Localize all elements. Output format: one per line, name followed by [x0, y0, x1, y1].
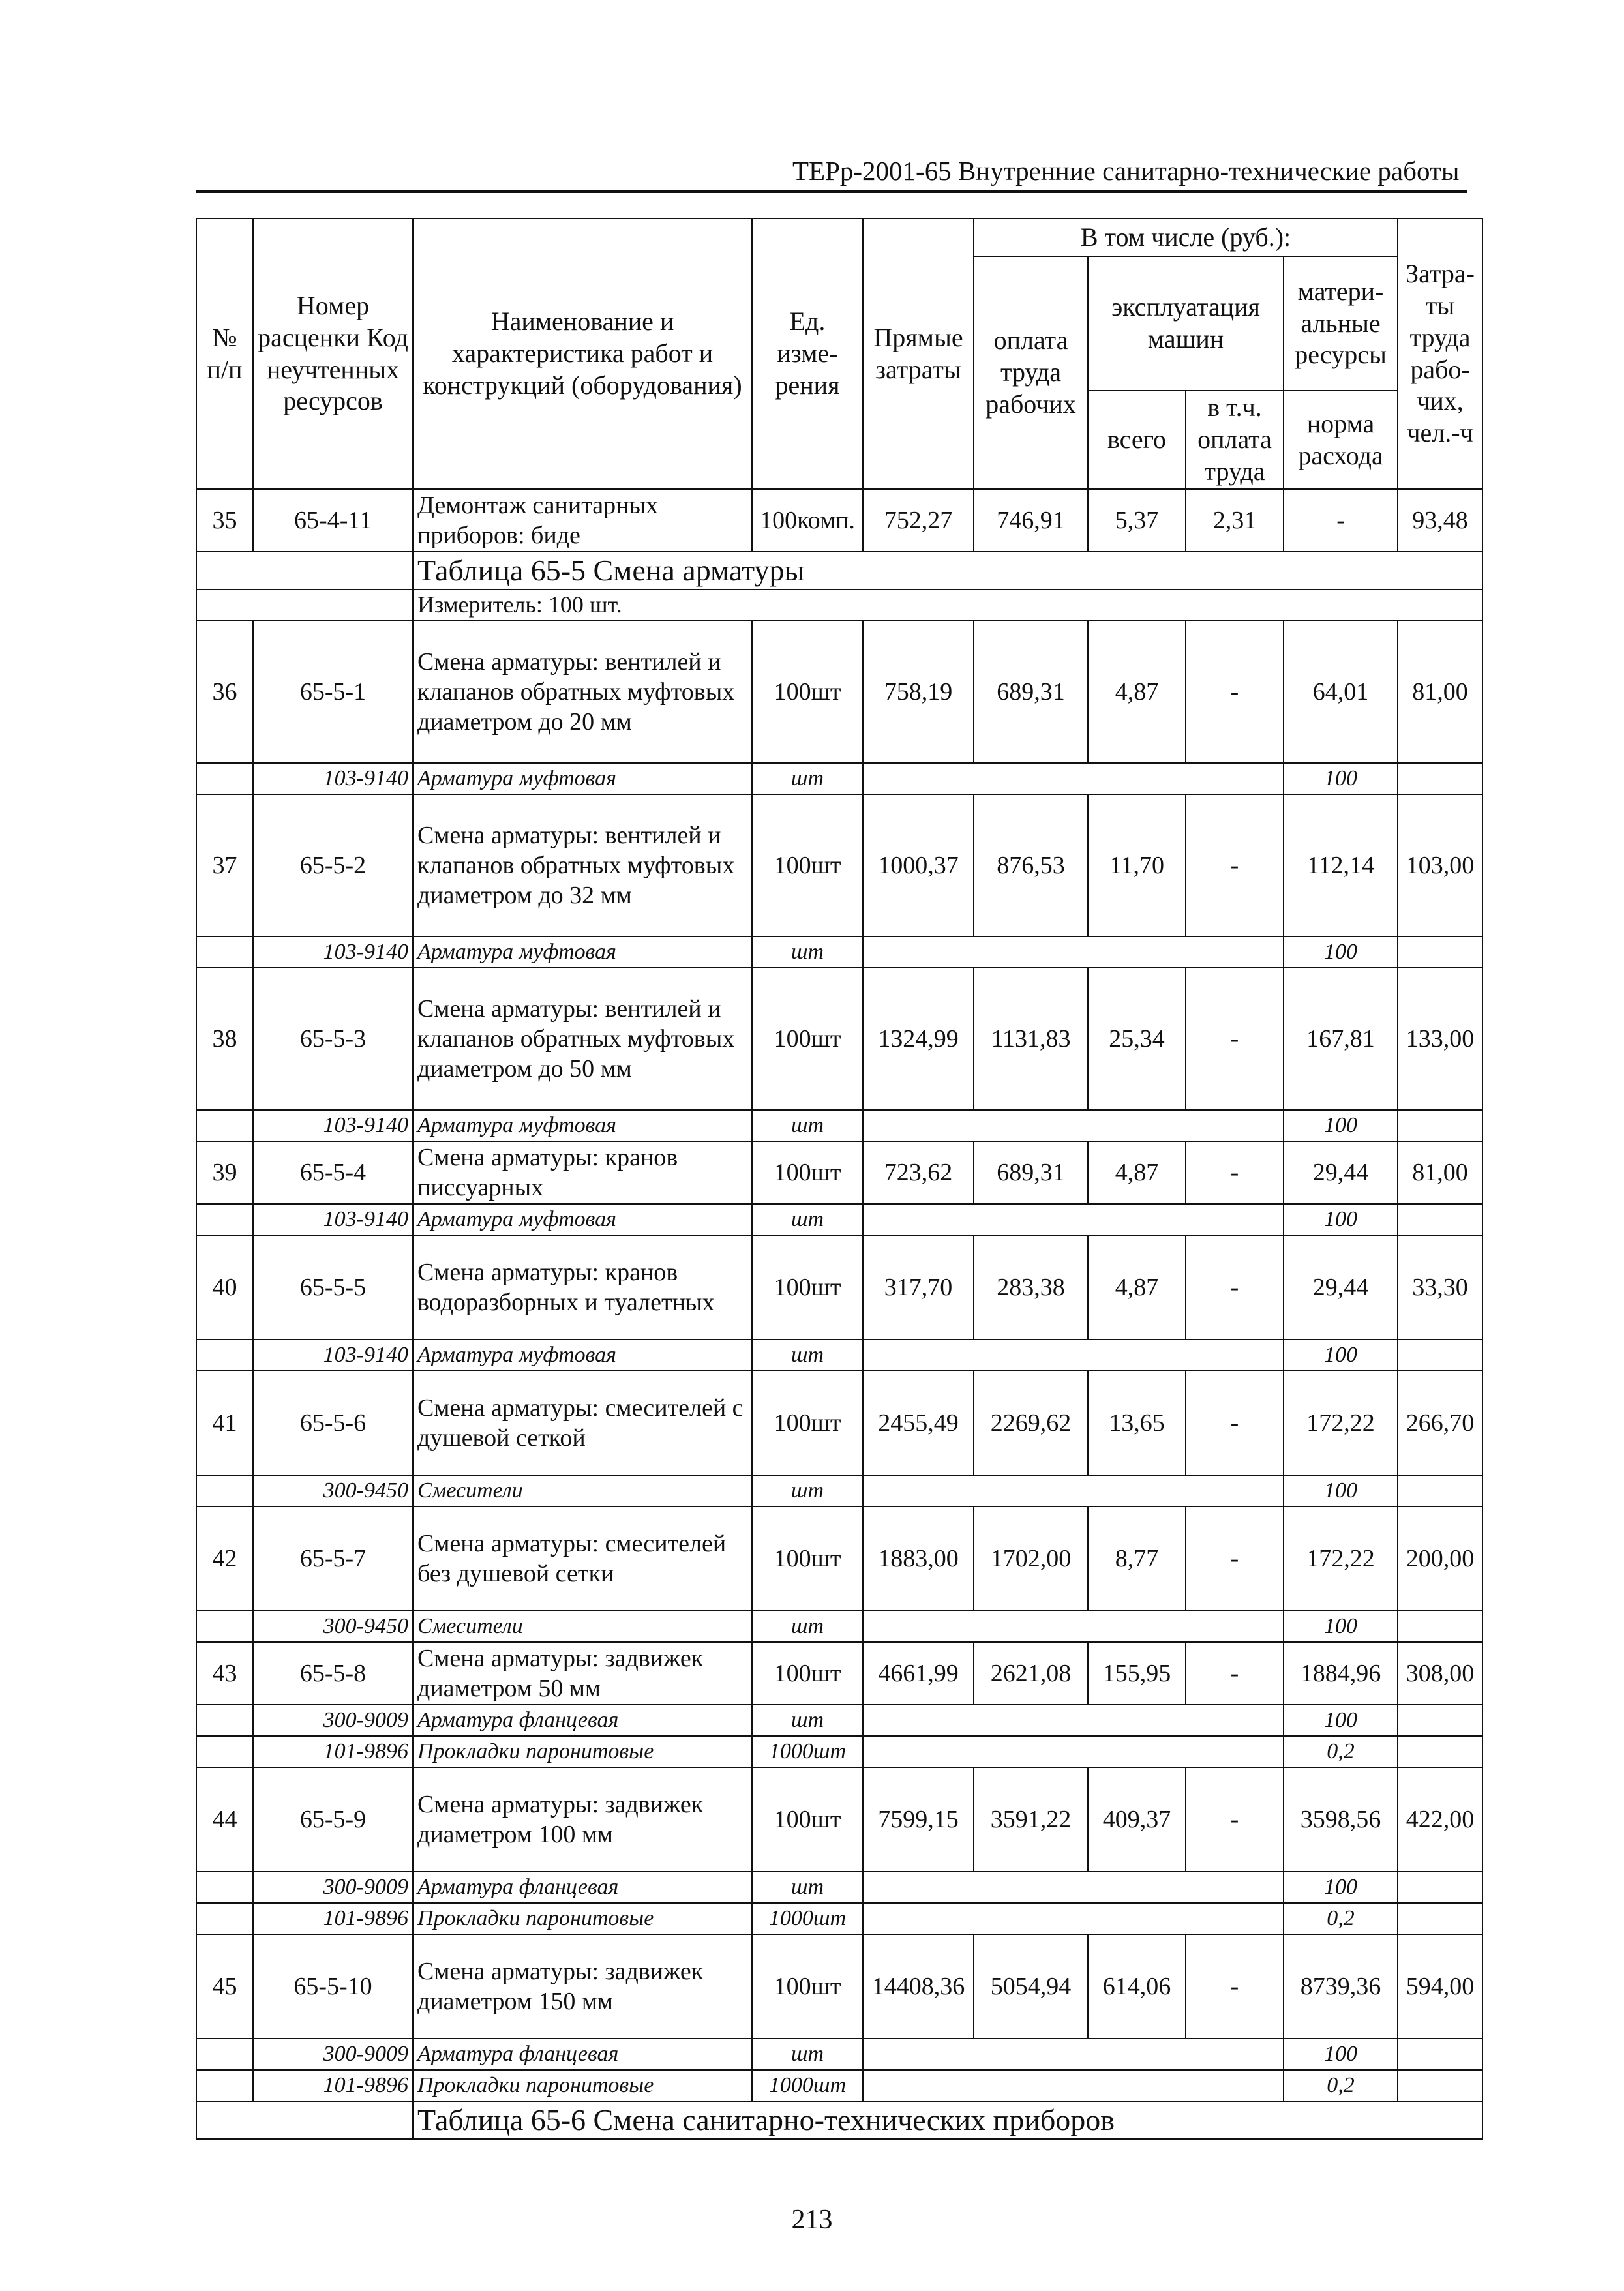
row-code: 65-4-11	[253, 489, 413, 552]
resource-norm: 100	[1284, 1705, 1398, 1736]
row-code: 65-5-4	[253, 1141, 413, 1204]
resource-code: 300-9009	[253, 2039, 413, 2070]
table-row	[196, 1371, 1482, 1475]
row-direct: 758,19	[863, 621, 974, 763]
row-unit: 100шт	[752, 968, 863, 1110]
resource-labor-blank	[1398, 1872, 1482, 1903]
row-unit: 100шт	[752, 621, 863, 763]
resource-row	[196, 1340, 1482, 1371]
row-code: 65-5-2	[253, 794, 413, 936]
row-num: 36	[196, 621, 253, 763]
row-num: 42	[196, 1506, 253, 1611]
resource-norm: 0,2	[1284, 1903, 1398, 1934]
row-machine-labor: -	[1186, 1371, 1284, 1475]
row-name: Смена арматуры: задвижек диаметром 150 мм	[413, 1934, 752, 2039]
resource-norm: 100	[1284, 936, 1398, 968]
resource-blank	[863, 936, 1284, 968]
resource-empty	[196, 1903, 253, 1934]
row-direct: 317,70	[863, 1235, 974, 1340]
row-materials: 112,14	[1284, 794, 1398, 936]
row-num: 41	[196, 1371, 253, 1475]
row-direct: 1000,37	[863, 794, 974, 936]
row-labor-cost: 81,00	[1398, 1141, 1482, 1204]
row-unit: 100шт	[752, 1642, 863, 1705]
row-materials: 29,44	[1284, 1141, 1398, 1204]
row-name: Смена арматуры: кранов писсуарных	[413, 1141, 752, 1204]
row-labor-cost: 93,48	[1398, 489, 1482, 552]
row-labor-cost: 133,00	[1398, 968, 1482, 1110]
resource-code: 300-9450	[253, 1611, 413, 1642]
resource-blank	[863, 2039, 1284, 2070]
row-unit: 100шт	[752, 1934, 863, 2039]
table-row	[196, 1141, 1482, 1204]
row-labor-pay: 283,38	[974, 1235, 1088, 1340]
table-row	[196, 489, 1482, 552]
resource-labor-blank	[1398, 763, 1482, 794]
resource-labor-blank	[1398, 1736, 1482, 1767]
resource-code: 300-9009	[253, 1705, 413, 1736]
row-machine-labor: -	[1186, 1642, 1284, 1705]
row-labor-cost: 33,30	[1398, 1235, 1482, 1340]
row-num: 38	[196, 968, 253, 1110]
row-labor-pay: 689,31	[974, 621, 1088, 763]
row-materials: 167,81	[1284, 968, 1398, 1110]
row-machine-total: 409,37	[1088, 1767, 1186, 1872]
rates-table	[196, 218, 1483, 2140]
row-labor-pay: 1702,00	[974, 1506, 1088, 1611]
row-code: 65-5-10	[253, 1934, 413, 2039]
resource-name: Арматура фланцевая	[413, 1705, 752, 1736]
row-machine-labor: -	[1186, 1141, 1284, 1204]
resource-code: 103-9140	[253, 763, 413, 794]
row-direct: 14408,36	[863, 1934, 974, 2039]
row-labor-pay: 2621,08	[974, 1642, 1088, 1705]
row-num: 37	[196, 794, 253, 936]
resource-empty	[196, 1611, 253, 1642]
row-code: 65-5-1	[253, 621, 413, 763]
resource-row	[196, 1903, 1482, 1934]
row-machine-total: 8,77	[1088, 1506, 1186, 1611]
resource-norm: 100	[1284, 1872, 1398, 1903]
row-name: Смена арматуры: задвижек диаметром 50 мм	[413, 1642, 752, 1705]
resource-row	[196, 1872, 1482, 1903]
table5-title: Таблица 65-5 Смена арматуры	[413, 552, 1482, 590]
col-materials-header: матери-альные ресурсы	[1284, 256, 1398, 391]
col-machine-labor-header: в т.ч. оплата труда	[1186, 391, 1284, 489]
row-machine-labor: -	[1186, 1506, 1284, 1611]
row-code: 65-5-3	[253, 968, 413, 1110]
row-code: 65-5-8	[253, 1642, 413, 1705]
col-machine-header: эксплуатация машин	[1088, 256, 1284, 391]
resource-code: 300-9450	[253, 1475, 413, 1506]
resource-blank	[863, 763, 1284, 794]
resource-name: Прокладки паронитовые	[413, 1903, 752, 1934]
resource-labor-blank	[1398, 1110, 1482, 1141]
resource-row	[196, 1475, 1482, 1506]
table-row	[196, 794, 1482, 936]
row-name: Смена арматуры: вентилей и клапанов обратных муфтовых диаметром до 50 мм	[413, 968, 752, 1110]
row-direct: 4661,99	[863, 1642, 974, 1705]
row-labor-cost: 422,00	[1398, 1767, 1482, 1872]
resource-unit: шт	[752, 936, 863, 968]
row-materials: -	[1284, 489, 1398, 552]
resource-blank	[863, 1736, 1284, 1767]
col-labor-cost-header: Затра-ты труда рабо-чих, чел.-ч	[1398, 218, 1482, 489]
row-name: Смена арматуры: смесителей с душевой сеткой	[413, 1371, 752, 1475]
row-code: 65-5-6	[253, 1371, 413, 1475]
resource-blank	[863, 1872, 1284, 1903]
col-unit-header: Ед. изме-рения	[752, 218, 863, 489]
row-materials: 1884,96	[1284, 1642, 1398, 1705]
resource-empty	[196, 2070, 253, 2101]
resource-name: Арматура муфтовая	[413, 1340, 752, 1371]
resource-code: 101-9896	[253, 1903, 413, 1934]
row-num: 35	[196, 489, 253, 552]
row-materials: 8739,36	[1284, 1934, 1398, 2039]
resource-empty	[196, 936, 253, 968]
resource-labor-blank	[1398, 1204, 1482, 1235]
row-code: 65-5-5	[253, 1235, 413, 1340]
resource-row	[196, 2039, 1482, 2070]
row-direct: 752,27	[863, 489, 974, 552]
row-code: 65-5-7	[253, 1506, 413, 1611]
resource-labor-blank	[1398, 2070, 1482, 2101]
row-labor-pay: 3591,22	[974, 1767, 1088, 1872]
row-code: 65-5-9	[253, 1767, 413, 1872]
row-labor-pay: 1131,83	[974, 968, 1088, 1110]
row-materials: 172,22	[1284, 1371, 1398, 1475]
resource-empty	[196, 1736, 253, 1767]
row-unit: 100шт	[752, 1506, 863, 1611]
row-machine-total: 4,87	[1088, 1235, 1186, 1340]
table-row	[196, 1934, 1482, 2039]
resource-norm: 100	[1284, 1611, 1398, 1642]
resource-labor-blank	[1398, 1611, 1482, 1642]
row-labor-pay: 876,53	[974, 794, 1088, 936]
page-number: 213	[791, 2205, 833, 2235]
row-machine-labor: -	[1186, 968, 1284, 1110]
col-including-header: В том числе (руб.):	[974, 218, 1398, 256]
table-row	[196, 621, 1482, 763]
resource-blank	[863, 1611, 1284, 1642]
row-machine-labor: 2,31	[1186, 489, 1284, 552]
row-labor-cost: 103,00	[1398, 794, 1482, 936]
resource-norm: 100	[1284, 763, 1398, 794]
resource-unit: 1000шт	[752, 2070, 863, 2101]
row-machine-labor: -	[1186, 1934, 1284, 2039]
col-direct-header: Прямые затраты	[863, 218, 974, 489]
row-num: 44	[196, 1767, 253, 1872]
row-direct: 1883,00	[863, 1506, 974, 1611]
resource-code: 103-9140	[253, 1204, 413, 1235]
row-machine-labor: -	[1186, 621, 1284, 763]
row-materials: 64,01	[1284, 621, 1398, 763]
col-num-header: № п/п	[196, 218, 253, 489]
resource-name: Арматура муфтовая	[413, 1204, 752, 1235]
row-labor-cost: 200,00	[1398, 1506, 1482, 1611]
resource-labor-blank	[1398, 1475, 1482, 1506]
resource-name: Арматура муфтовая	[413, 1110, 752, 1141]
row-labor-pay: 746,91	[974, 489, 1088, 552]
resource-unit: шт	[752, 1611, 863, 1642]
resource-unit: 1000шт	[752, 1903, 863, 1934]
row-unit: 100шт	[752, 1235, 863, 1340]
resource-labor-blank	[1398, 1903, 1482, 1934]
resource-unit: шт	[752, 2039, 863, 2070]
resource-row	[196, 1736, 1482, 1767]
resource-empty	[196, 1475, 253, 1506]
resource-unit: 1000шт	[752, 1736, 863, 1767]
row-direct: 7599,15	[863, 1767, 974, 1872]
resource-blank	[863, 1705, 1284, 1736]
resource-row	[196, 1204, 1482, 1235]
header-rule	[196, 190, 1467, 193]
resource-blank	[863, 1903, 1284, 1934]
col-code-header: Номер расценки Код неучтенных ресурсов	[253, 218, 413, 489]
table5-measure: Измеритель: 100 шт.	[413, 590, 1482, 621]
row-name: Смена арматуры: кранов водоразборных и туалетных	[413, 1235, 752, 1340]
resource-code: 101-9896	[253, 2070, 413, 2101]
resource-empty	[196, 1204, 253, 1235]
resource-norm: 100	[1284, 1475, 1398, 1506]
table-row	[196, 968, 1482, 1110]
row-num: 45	[196, 1934, 253, 2039]
resource-unit: шт	[752, 763, 863, 794]
resource-row	[196, 1110, 1482, 1141]
resource-unit: шт	[752, 1204, 863, 1235]
row-num: 40	[196, 1235, 253, 1340]
resource-name: Смесители	[413, 1475, 752, 1506]
resource-empty	[196, 1705, 253, 1736]
resource-name: Арматура фланцевая	[413, 2039, 752, 2070]
resource-row	[196, 1705, 1482, 1736]
row-unit: 100шт	[752, 1371, 863, 1475]
resource-norm: 0,2	[1284, 2070, 1398, 2101]
resource-labor-blank	[1398, 936, 1482, 968]
row-unit: 100шт	[752, 1141, 863, 1204]
row-machine-total: 5,37	[1088, 489, 1186, 552]
row-machine-total: 4,87	[1088, 621, 1186, 763]
resource-norm: 100	[1284, 1340, 1398, 1371]
resource-unit: шт	[752, 1705, 863, 1736]
table-row	[196, 1642, 1482, 1705]
resource-unit: шт	[752, 1872, 863, 1903]
resource-row	[196, 1611, 1482, 1642]
resource-row	[196, 936, 1482, 968]
resource-name: Смесители	[413, 1611, 752, 1642]
resource-name: Арматура муфтовая	[413, 763, 752, 794]
row-num: 43	[196, 1642, 253, 1705]
row-name: Смена арматуры: вентилей и клапанов обратных муфтовых диаметром до 32 мм	[413, 794, 752, 936]
row-materials: 3598,56	[1284, 1767, 1398, 1872]
col-name-header: Наименование и характеристика работ и конструкций (оборудования)	[413, 218, 752, 489]
resource-blank	[863, 1340, 1284, 1371]
resource-unit: шт	[752, 1110, 863, 1141]
resource-labor-blank	[1398, 1340, 1482, 1371]
resource-norm: 100	[1284, 2039, 1398, 2070]
row-machine-total: 4,87	[1088, 1141, 1186, 1204]
resource-code: 101-9896	[253, 1736, 413, 1767]
resource-blank	[863, 1475, 1284, 1506]
resource-empty	[196, 1340, 253, 1371]
table-row	[196, 1235, 1482, 1340]
rate-rows	[196, 621, 1482, 2101]
row-labor-cost: 308,00	[1398, 1642, 1482, 1705]
row-machine-total: 614,06	[1088, 1934, 1186, 2039]
resource-empty	[196, 2039, 253, 2070]
row-labor-pay: 5054,94	[974, 1934, 1088, 2039]
row-name: Смена арматуры: смесителей без душевой сетки	[413, 1506, 752, 1611]
resource-blank	[863, 1110, 1284, 1141]
resource-row	[196, 2070, 1482, 2101]
row-direct: 723,62	[863, 1141, 974, 1204]
resource-blank	[863, 1204, 1284, 1235]
resource-row	[196, 763, 1482, 794]
row-unit: 100шт	[752, 1767, 863, 1872]
resource-labor-blank	[1398, 1705, 1482, 1736]
running-header: ТЕРр-2001-65 Внутренние санитарно-технические работы	[792, 156, 1460, 186]
resource-unit: шт	[752, 1475, 863, 1506]
row-machine-total: 155,95	[1088, 1642, 1186, 1705]
resource-code: 103-9140	[253, 936, 413, 968]
row-materials: 29,44	[1284, 1235, 1398, 1340]
row-machine-labor: -	[1186, 1235, 1284, 1340]
col-norm-header: норма расхода	[1284, 391, 1398, 489]
resource-code: 300-9009	[253, 1872, 413, 1903]
row-direct: 2455,49	[863, 1371, 974, 1475]
row-direct: 1324,99	[863, 968, 974, 1110]
row-labor-pay: 2269,62	[974, 1371, 1088, 1475]
resource-norm: 0,2	[1284, 1736, 1398, 1767]
resource-unit: шт	[752, 1340, 863, 1371]
row-machine-total: 25,34	[1088, 968, 1186, 1110]
resource-norm: 100	[1284, 1110, 1398, 1141]
row-labor-cost: 594,00	[1398, 1934, 1482, 2039]
row-materials: 172,22	[1284, 1506, 1398, 1611]
resource-empty	[196, 1110, 253, 1141]
resource-name: Арматура фланцевая	[413, 1872, 752, 1903]
resource-blank	[863, 2070, 1284, 2101]
row-labor-pay: 689,31	[974, 1141, 1088, 1204]
resource-empty	[196, 763, 253, 794]
resource-labor-blank	[1398, 2039, 1482, 2070]
row-num: 39	[196, 1141, 253, 1204]
row-unit: 100шт	[752, 794, 863, 936]
row-labor-cost: 266,70	[1398, 1371, 1482, 1475]
row-name: Демонтаж санитарных приборов: биде	[413, 489, 752, 552]
row-machine-labor: -	[1186, 794, 1284, 936]
row-machine-labor: -	[1186, 1767, 1284, 1872]
row-labor-cost: 81,00	[1398, 621, 1482, 763]
resource-code: 103-9140	[253, 1110, 413, 1141]
row-unit: 100комп.	[752, 489, 863, 552]
col-labor-pay-header: оплата труда рабочих	[974, 256, 1088, 489]
resource-norm: 100	[1284, 1204, 1398, 1235]
row-machine-total: 11,70	[1088, 794, 1186, 936]
col-machine-total-header: всего	[1088, 391, 1186, 489]
resource-empty	[196, 1872, 253, 1903]
row-name: Смена арматуры: задвижек диаметром 100 мм	[413, 1767, 752, 1872]
resource-name: Прокладки паронитовые	[413, 1736, 752, 1767]
resource-code: 103-9140	[253, 1340, 413, 1371]
row-name: Смена арматуры: вентилей и клапанов обратных муфтовых диаметром до 20 мм	[413, 621, 752, 763]
table6-title: Таблица 65-6 Смена санитарно-технических приборов	[413, 2101, 1482, 2139]
resource-name: Арматура муфтовая	[413, 936, 752, 968]
table-row	[196, 1506, 1482, 1611]
row-machine-total: 13,65	[1088, 1371, 1186, 1475]
resource-name: Прокладки паронитовые	[413, 2070, 752, 2101]
table-row	[196, 1767, 1482, 1872]
